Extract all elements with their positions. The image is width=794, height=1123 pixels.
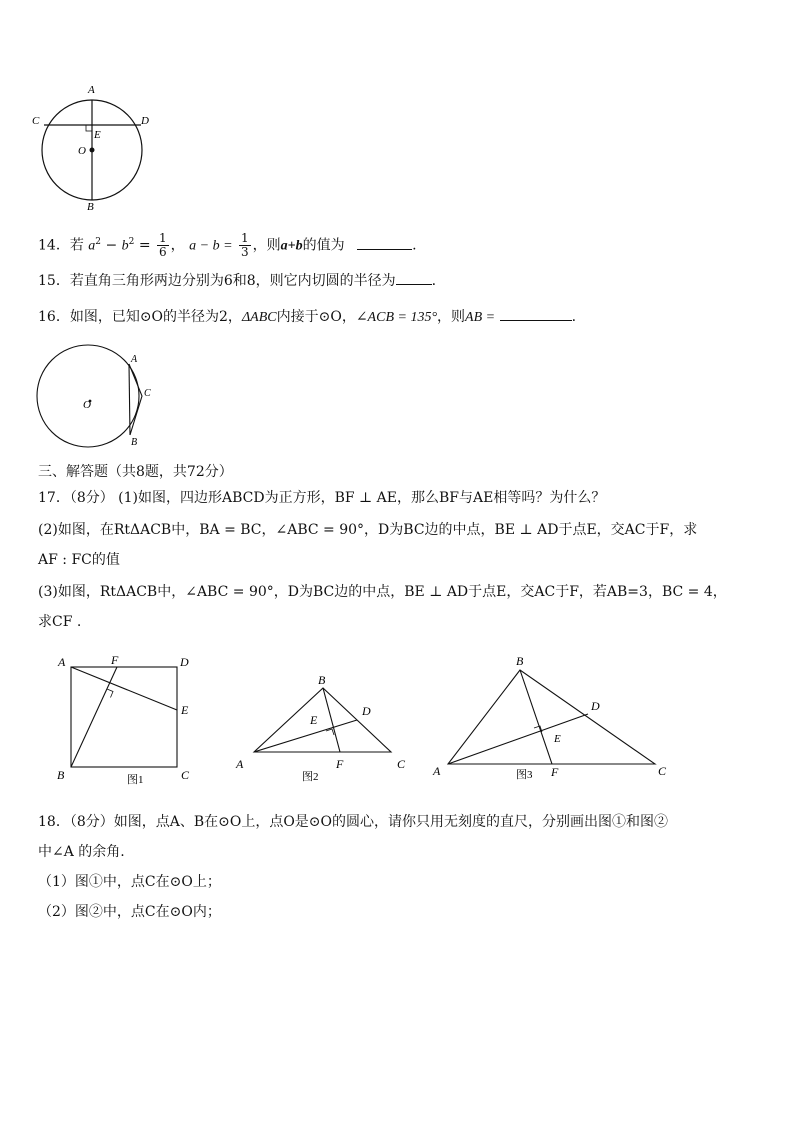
- label-c: C: [397, 757, 406, 771]
- answer-blank[interactable]: [357, 235, 412, 250]
- q18-line-3: （1）图①中，点C在⊙O上；: [38, 874, 221, 890]
- q16-ab: AB =: [465, 310, 496, 325]
- q16-angle: ∠ACB = 135°: [355, 310, 438, 325]
- q16-triangle: ΔABC: [241, 310, 277, 325]
- answer-blank[interactable]: [396, 270, 432, 285]
- q14-var-b: b: [121, 238, 129, 254]
- q17-line-1: 17．（8分） (1)如图，四边形ABCD为正方形，BF ⊥ AE，那么BF与AE相等吗？为什么？: [38, 490, 606, 506]
- label-d: D: [141, 115, 149, 127]
- figure-2-triangle: [230, 670, 420, 785]
- q14-value-of: 的值为: [302, 237, 345, 254]
- label-b: B: [57, 768, 65, 782]
- q14-eq: =: [138, 237, 151, 254]
- inscribed-triangle-figure: [34, 342, 164, 452]
- label-c: C: [658, 764, 667, 778]
- label-o: O: [78, 145, 86, 157]
- figure-1-square: [55, 652, 205, 790]
- q14-then: ，则: [252, 237, 281, 254]
- q16-end: .: [571, 309, 577, 325]
- q16-text-mid: 内接于⊙O，: [276, 309, 356, 325]
- q16-then: ，则: [437, 309, 466, 325]
- q18-line-2: 中∠A 的余角.: [38, 844, 125, 860]
- label-d: D: [362, 704, 371, 718]
- q14-var-a: a: [88, 238, 96, 254]
- figure-3-triangle: [430, 652, 675, 784]
- label-a: A: [131, 354, 138, 365]
- label-f: F: [551, 765, 559, 779]
- label-c: C: [32, 115, 40, 127]
- label-b: B: [87, 201, 94, 213]
- q17-line-2: (2)如图，在RtΔACB中，BA = BC，∠ABC = 90°，D为BC边的中点，BE ⊥ AD于点E，交AC于F，求: [38, 522, 698, 538]
- answer-blank[interactable]: [500, 306, 572, 321]
- q15-end: .: [431, 273, 437, 289]
- circle-chord-figure: [30, 80, 160, 215]
- q17-line-3: AF : FC的值: [38, 552, 120, 568]
- figure-caption: 图3: [516, 769, 533, 781]
- label-c: C: [144, 388, 151, 399]
- label-e: E: [181, 703, 189, 717]
- q16-text: 16．如图，已知⊙O的半径为2，: [38, 309, 242, 325]
- q14-fraction-2: $\frac{1}{3}$: [240, 231, 249, 260]
- label-e: E: [310, 713, 318, 727]
- label-a: A: [433, 764, 441, 778]
- q17-line-5: 求CF .: [38, 614, 82, 630]
- q15-text: 15．若直角三角形两边分别为6和8，则它内切圆的半径为: [38, 273, 396, 289]
- question-14: 14．若 $a^2 - b^2$ = $\frac{1}{6}$ ， a − b = $\frac{1}{3}$ ，则a+b的值为 .: [38, 231, 417, 260]
- q14-end: .: [412, 237, 417, 254]
- label-o: O: [83, 399, 91, 411]
- q18-line-4: （2）图②中，点C在⊙O内；: [38, 904, 221, 920]
- label-d: D: [591, 699, 600, 713]
- section-heading: 三、解答题（共8题，共72分）: [38, 464, 233, 480]
- question-15: [38, 270, 436, 291]
- question-16: [38, 306, 576, 328]
- label-c: C: [181, 768, 190, 782]
- q14-sum: a+b: [280, 238, 303, 254]
- q14-fraction-1: $\frac{1}{6}$: [159, 231, 167, 260]
- label-e: E: [554, 733, 561, 745]
- q18-line-1: 18．（8分）如图，点A、B在⊙O上，点O是⊙O的圆心，请你只用无刻度的直尺，分别画出图①和图②: [38, 814, 669, 830]
- label-a: A: [236, 757, 244, 771]
- label-a: A: [58, 655, 66, 669]
- label-f: F: [111, 653, 119, 667]
- q14-eq2: a − b =: [189, 238, 233, 254]
- figure-caption: 图1: [127, 774, 144, 786]
- q14-comma: ，: [170, 237, 185, 254]
- label-b: B: [131, 437, 138, 448]
- label-b: B: [516, 654, 524, 668]
- q17-line-4: (3)如图，RtΔACB中，∠ABC = 90°，D为BC边的中点，BE ⊥ AD于点E，交AC于F，若AB=3，BC = 4，: [38, 584, 727, 600]
- label-d: D: [180, 655, 189, 669]
- label-e: E: [94, 129, 101, 141]
- label-a: A: [88, 84, 95, 96]
- label-f: F: [336, 757, 344, 771]
- label-b: B: [318, 673, 326, 687]
- figure-caption: 图2: [302, 771, 319, 783]
- q14-number: 14．若: [38, 237, 84, 254]
